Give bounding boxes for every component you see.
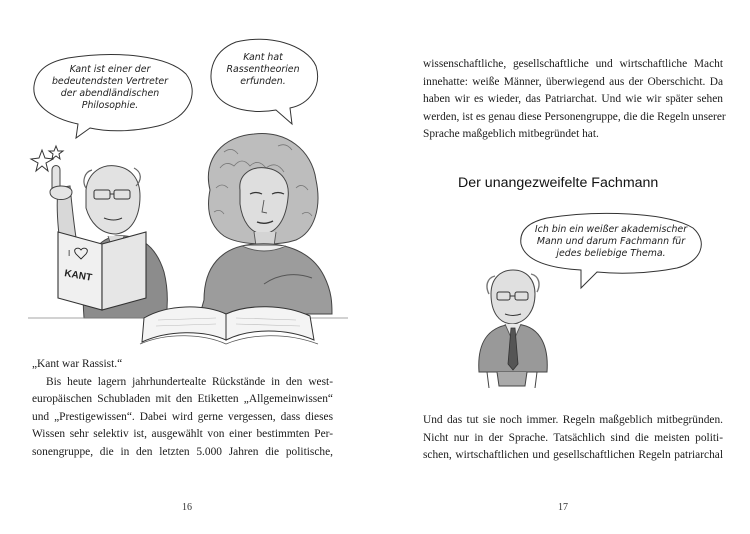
right-page	[375, 0, 750, 534]
bubble-line: Kant ist einer der	[69, 64, 151, 75]
text-line: innehatte: weiße Männer, überwiegend aus der Oberschicht. Da	[423, 75, 723, 88]
page-number-right: 17	[558, 502, 568, 513]
bubble-line: bedeutendsten Vertreter	[51, 76, 169, 87]
bubble-line: erfunden.	[240, 76, 286, 87]
woman-figure	[200, 133, 332, 314]
bubble-line: Mann und darum Fachmann für	[536, 236, 686, 247]
text-line: Sprache maßgeblich mitbegründet hat.	[423, 128, 599, 141]
page-number-left: 16	[182, 502, 192, 513]
text-line: europäischen Schubladen mit den Etiketten „Allgemeinwissen“	[32, 393, 333, 406]
text-line: Wissen sehr selektiv ist, ausgewählt von einer bestimmten Per-	[32, 428, 333, 441]
speech-bubble-kant-racism	[206, 38, 320, 122]
text-line: Und das tut sie noch immer. Regeln maßgeblich mitbegründen.	[423, 414, 723, 426]
man-figure-with-kant-book	[50, 166, 167, 319]
speech-bubble-kant-tradition	[28, 52, 192, 136]
right-top-text	[423, 56, 726, 144]
illustration-expert-man	[467, 264, 559, 390]
section-heading: Der unangezweifelte Fachmann	[458, 175, 659, 191]
text-line: Nicht nur in der Sprache. Tatsächlich sind die meisten politi-	[423, 431, 723, 444]
bubble-line: der abendländischen	[60, 88, 160, 99]
right-bottom-text	[423, 412, 723, 465]
bubble-line: jedes beliebige Thema.	[556, 248, 666, 259]
illustration-two-people-book	[28, 128, 348, 350]
quote-line: „Kant war Rassist.“	[32, 358, 123, 370]
book-cover-title: KANT	[63, 268, 93, 284]
open-book-icon	[140, 307, 318, 344]
bubble-line: Philosophie.	[81, 100, 139, 111]
text-line: sonengruppe, die in den letzten 5.000 Jahren die politische,	[32, 445, 333, 458]
left-body-text	[32, 356, 333, 462]
bubble-line: Rassentheorien	[226, 64, 300, 75]
text-line: werden, ist es genau diese Personengruppe, die die Regeln unserer	[423, 110, 726, 123]
text-line: schen, wirtschaftlichen und gesellschaftlichen Regeln patriarchal	[423, 449, 723, 462]
text-line: Bis heute lagern jahrhundertealte Rückstände in den west-	[46, 375, 333, 388]
text-line: wissenschaftliche, gesellschaftliche und wirtschaftliche Macht	[423, 58, 723, 70]
book-cover-letter: I	[68, 249, 71, 258]
bubble-line: Kant hat	[243, 52, 283, 63]
text-line: und „Prestigewissen“. Dabei wird gerne vergessen, dass dieses	[32, 410, 333, 423]
text-line: haben wir es wieder, das Patriarchat. Und wie wir später sehen	[423, 93, 723, 106]
bubble-line: Ich bin ein weißer akademischer	[534, 224, 688, 235]
